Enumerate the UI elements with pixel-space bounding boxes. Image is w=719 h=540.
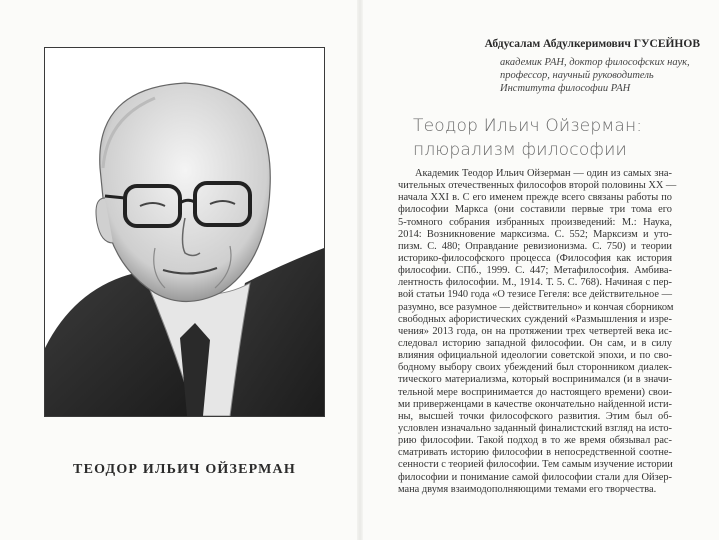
body-text-line: тельной мере воспринимается до настоящего времени) свои- bbox=[398, 386, 672, 398]
body-text-line: ми приверженцами в качестве окончательно найденной исти- bbox=[398, 398, 672, 410]
body-text-line: философии. СПб., 1999. С. 447; Метафилософия. Амбива- bbox=[398, 265, 672, 277]
body-text-line: философии и понимание самой философии стали для Ойзер- bbox=[398, 471, 672, 483]
portrait-sketch bbox=[45, 48, 324, 416]
body-text-line: философии Маркса (они составили первые три тома его bbox=[398, 204, 672, 216]
portrait-caption: ТЕОДОР ИЛЬИЧ ОЙЗЕРМАН bbox=[73, 462, 296, 477]
body-text-line: свободных афористических суждений «Размышления и изре- bbox=[398, 313, 672, 325]
author-credentials bbox=[500, 56, 690, 95]
body-text-line: сенности с теорией философии. Тем самым изучение истории bbox=[398, 459, 673, 471]
body-text-line: чительных отечественных философов второй половины XX — bbox=[398, 180, 677, 192]
body-text-line: чения» 2013 года, он на протяжении трех четвертей века ис- bbox=[398, 325, 672, 337]
book-spine bbox=[357, 0, 363, 540]
title-line: плюрализм философии bbox=[413, 140, 627, 160]
body-text-line: мана двумя взаимодополняющими темами его творчества. bbox=[398, 483, 657, 495]
body-text-line: бодному выбору своих убеждений был сторонником диалек- bbox=[398, 362, 672, 374]
body-text-line: рию философии. Такой подход в то же время обязывал рас- bbox=[398, 435, 672, 447]
body-text-line: условлен изначально заданный финалистский взгляд на исто- bbox=[398, 422, 672, 434]
body-text-line: следовал историю западной философии. Он сам, и в силу bbox=[398, 337, 672, 349]
body-text-line: 2014: Возникновение марксизма. С. 552; Марксизм и уто- bbox=[398, 228, 672, 240]
article-body bbox=[398, 168, 677, 496]
body-text-line: тического материализма, который воспринимался (и в значи- bbox=[398, 374, 672, 386]
body-text-line: влияния официальной идеологии советской эпохи, и по сво- bbox=[398, 350, 672, 362]
body-text-line: Академик Теодор Ильич Ойзерман — один из самых зна- bbox=[415, 168, 672, 179]
body-text-line: пизм. С. 480; Оправдание ревизионизма. С. 750) и теории bbox=[398, 240, 672, 252]
credential-line: профессор, научный руководитель bbox=[500, 70, 654, 81]
body-text-line: историко-философского процесса (Философия как история bbox=[398, 252, 672, 264]
body-text-line: начала XXI в. С его именем прежде всего связаны работы по bbox=[398, 192, 672, 204]
credential-line: Института философии РАН bbox=[500, 83, 631, 94]
body-text-line: сматривать историю философии в непосредственной соотне- bbox=[398, 447, 672, 459]
portrait-drawing bbox=[44, 47, 325, 417]
body-text-line: ны, высшей точки философского развития. Этим был об- bbox=[398, 410, 672, 422]
body-text-line: вой статьи 1940 года «О тезисе Гегеля: все действительное — bbox=[398, 289, 672, 301]
article-title bbox=[413, 114, 642, 162]
credential-line: академик РАН, доктор философских наук, bbox=[500, 57, 690, 68]
author-name: Абдусалам Абдулкеримович ГУСЕЙНОВ bbox=[484, 38, 700, 50]
body-text-line: разумно, все разумное — действительно» и кончая сборником bbox=[398, 301, 674, 313]
body-text-line: лентность философии. М., 1914. Т. 5. С. 768). Начиная с пер- bbox=[398, 277, 672, 289]
title-line: Теодор Ильич Ойзерман: bbox=[413, 116, 643, 136]
body-text-line: 5-томного собрания избранных произведений: М.: Наука, bbox=[398, 216, 672, 228]
